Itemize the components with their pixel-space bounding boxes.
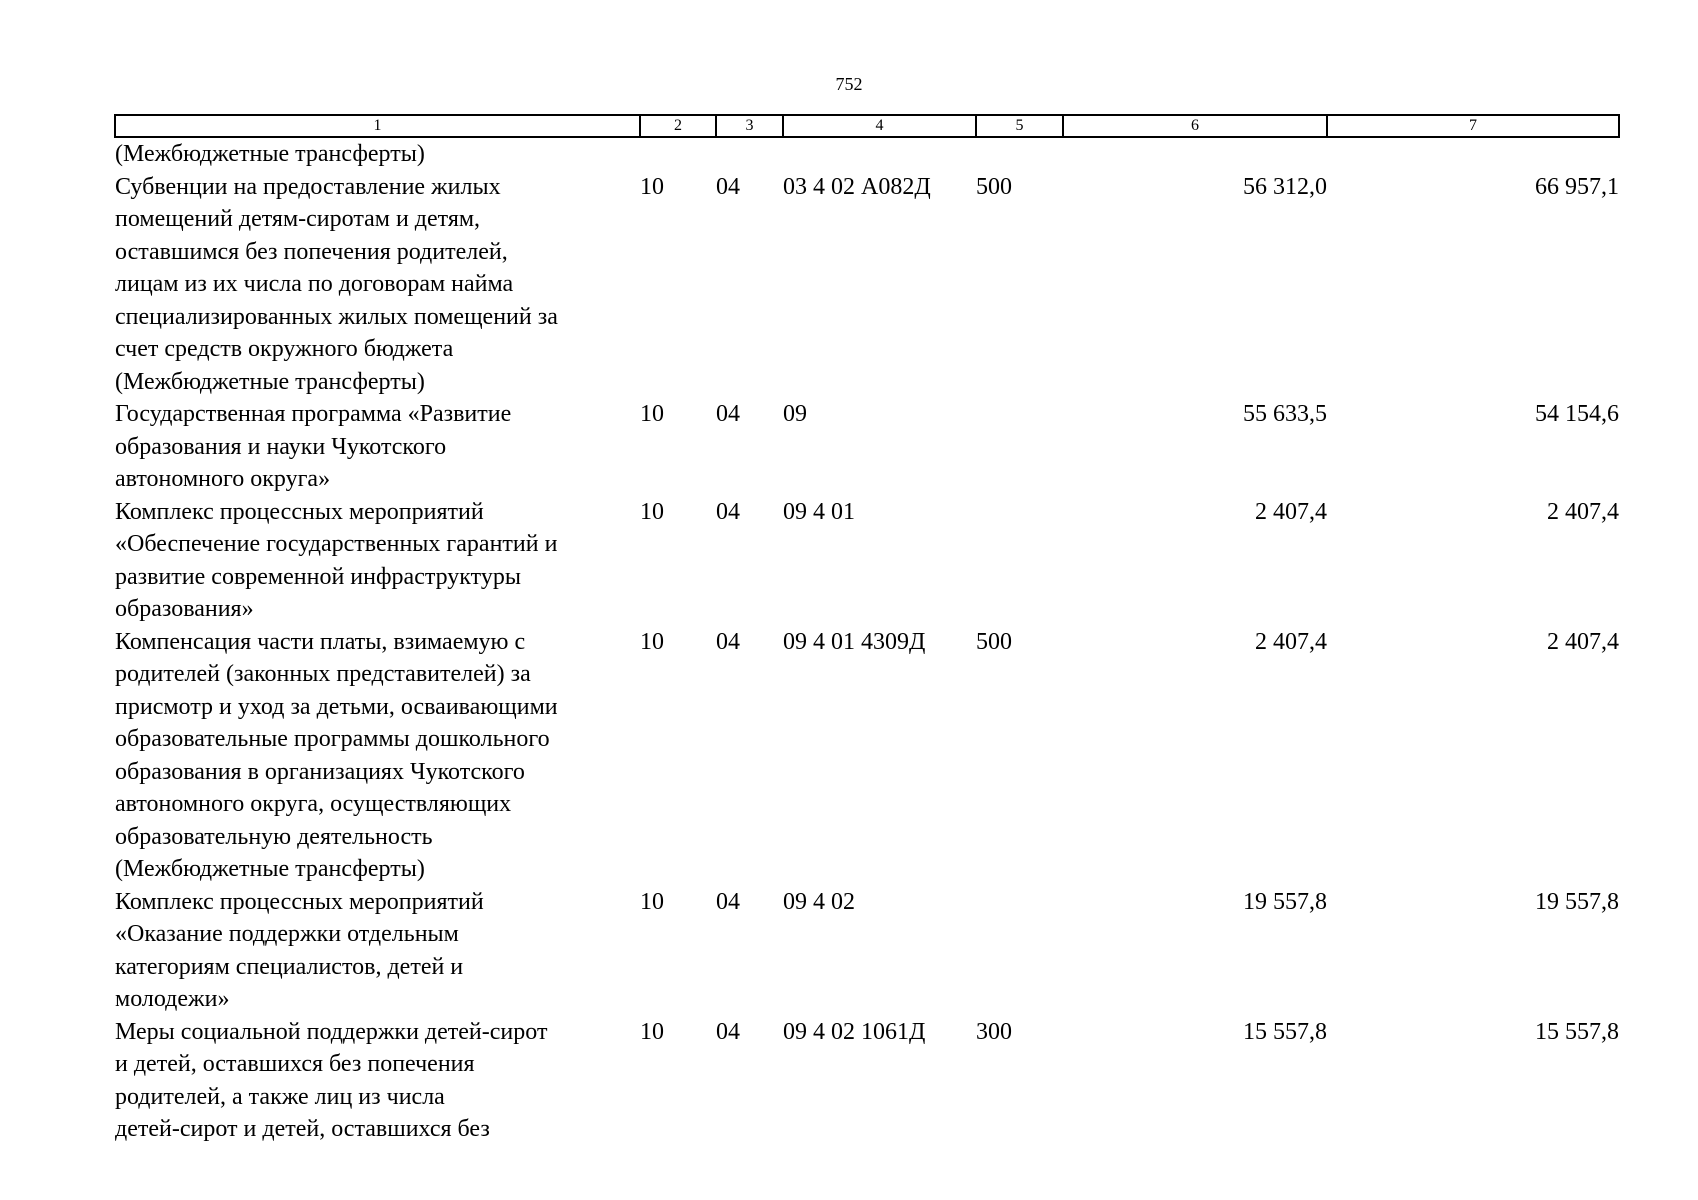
row-section: 10: [640, 173, 664, 200]
row-target-article: 03 4 02 А082Д: [783, 173, 931, 200]
row-expense-type: [976, 398, 1063, 496]
column-header: 3: [716, 115, 783, 137]
row-amount-2: 2 407,4: [1547, 628, 1619, 655]
row-section: 10: [640, 628, 664, 655]
row-section: 10: [640, 1018, 664, 1045]
column-header: 5: [976, 115, 1063, 137]
budget-table: [114, 114, 1620, 1146]
table-row: [115, 137, 1619, 171]
row-target-article: 09 4 02 1061Д: [783, 1018, 926, 1045]
row-name: Государственная программа «Развитие образования и науки Чукотского автономного округа»: [115, 401, 512, 492]
row-amount-1: 15 557,8: [1243, 1018, 1327, 1045]
row-name: Субвенции на предоставление жилых помещений детям-сиротам и детям, оставшимся без попечения родителей, лицам из их числа по договорам найма специализированных жилых помещений за счет средств окружного бюджета (Межбюджетные трансферты): [115, 173, 558, 395]
header-row: [115, 115, 1619, 137]
row-target-article: 09: [783, 401, 807, 427]
row-amount-1: [1063, 137, 1327, 171]
table-row: [115, 886, 1619, 1016]
row-target-article: 09 4 01 4309Д: [783, 628, 926, 655]
row-expense-type: [976, 496, 1063, 626]
column-header: 7: [1327, 115, 1619, 137]
table-row: [115, 496, 1619, 626]
row-subsection: 04: [716, 498, 740, 525]
row-amount-2: 66 957,1: [1535, 173, 1619, 200]
row-name: Комплекс процессных мероприятий «Оказание поддержки отдельным категориям специалистов, детей и молодежи»: [115, 888, 484, 1012]
column-header: 2: [640, 115, 716, 137]
row-section: 10: [640, 888, 664, 915]
row-target-article: [783, 137, 976, 171]
row-subsection: 04: [716, 173, 740, 200]
row-amount-1: 19 557,8: [1243, 888, 1327, 915]
row-amount-1: 56 312,0: [1243, 173, 1327, 200]
row-section: [640, 137, 716, 171]
row-expense-type: 500: [976, 173, 1012, 200]
table-row: [115, 171, 1619, 399]
row-amount-2: [1327, 137, 1619, 171]
table-row: [115, 1016, 1619, 1146]
row-subsection: 04: [716, 1018, 740, 1045]
row-amount-2: 19 557,8: [1535, 888, 1619, 915]
row-target-article: 09 4 02: [783, 888, 855, 915]
row-name: (Межбюджетные трансферты): [115, 141, 425, 167]
row-expense-type: [976, 886, 1063, 1016]
row-amount-2: 15 557,8: [1535, 1018, 1619, 1045]
row-name: Компенсация части платы, взимаемую с родителей (законных представителей) за присмотр и уход за детьми, осваивающими образовательные программы дошкольного образования в организациях Чукотского автономного округа, осуществляющих образовательную деятельность (Межбюджетные трансферты): [115, 628, 558, 882]
column-header: 4: [783, 115, 976, 137]
row-section: 10: [640, 401, 664, 427]
row-expense-type: 300: [976, 1018, 1012, 1045]
row-subsection: [716, 137, 783, 171]
row-section: 10: [640, 498, 664, 525]
table-row: [115, 626, 1619, 886]
row-name: Меры социальной поддержки детей-сирот и детей, оставшихся без попечения родителей, а также лиц из числа детей-сирот и детей, оставшихся без: [115, 1018, 548, 1142]
row-amount-1: 55 633,5: [1243, 401, 1327, 427]
row-subsection: 04: [716, 888, 740, 915]
row-name: Комплекс процессных мероприятий «Обеспечение государственных гарантий и развитие современной инфраструктуры образования»: [115, 498, 558, 622]
row-subsection: 04: [716, 628, 740, 655]
row-amount-1: 2 407,4: [1255, 498, 1327, 525]
row-amount-2: 2 407,4: [1547, 498, 1619, 525]
column-header: 6: [1063, 115, 1327, 137]
table-row: [115, 398, 1619, 496]
page-number: 752: [835, 74, 863, 94]
row-amount-1: 2 407,4: [1255, 628, 1327, 655]
row-expense-type: 500: [976, 628, 1012, 655]
column-header: 1: [115, 115, 640, 137]
row-amount-2: 54 154,6: [1535, 401, 1619, 427]
row-subsection: 04: [716, 401, 740, 427]
row-target-article: 09 4 01: [783, 498, 855, 525]
row-expense-type: [976, 137, 1063, 171]
